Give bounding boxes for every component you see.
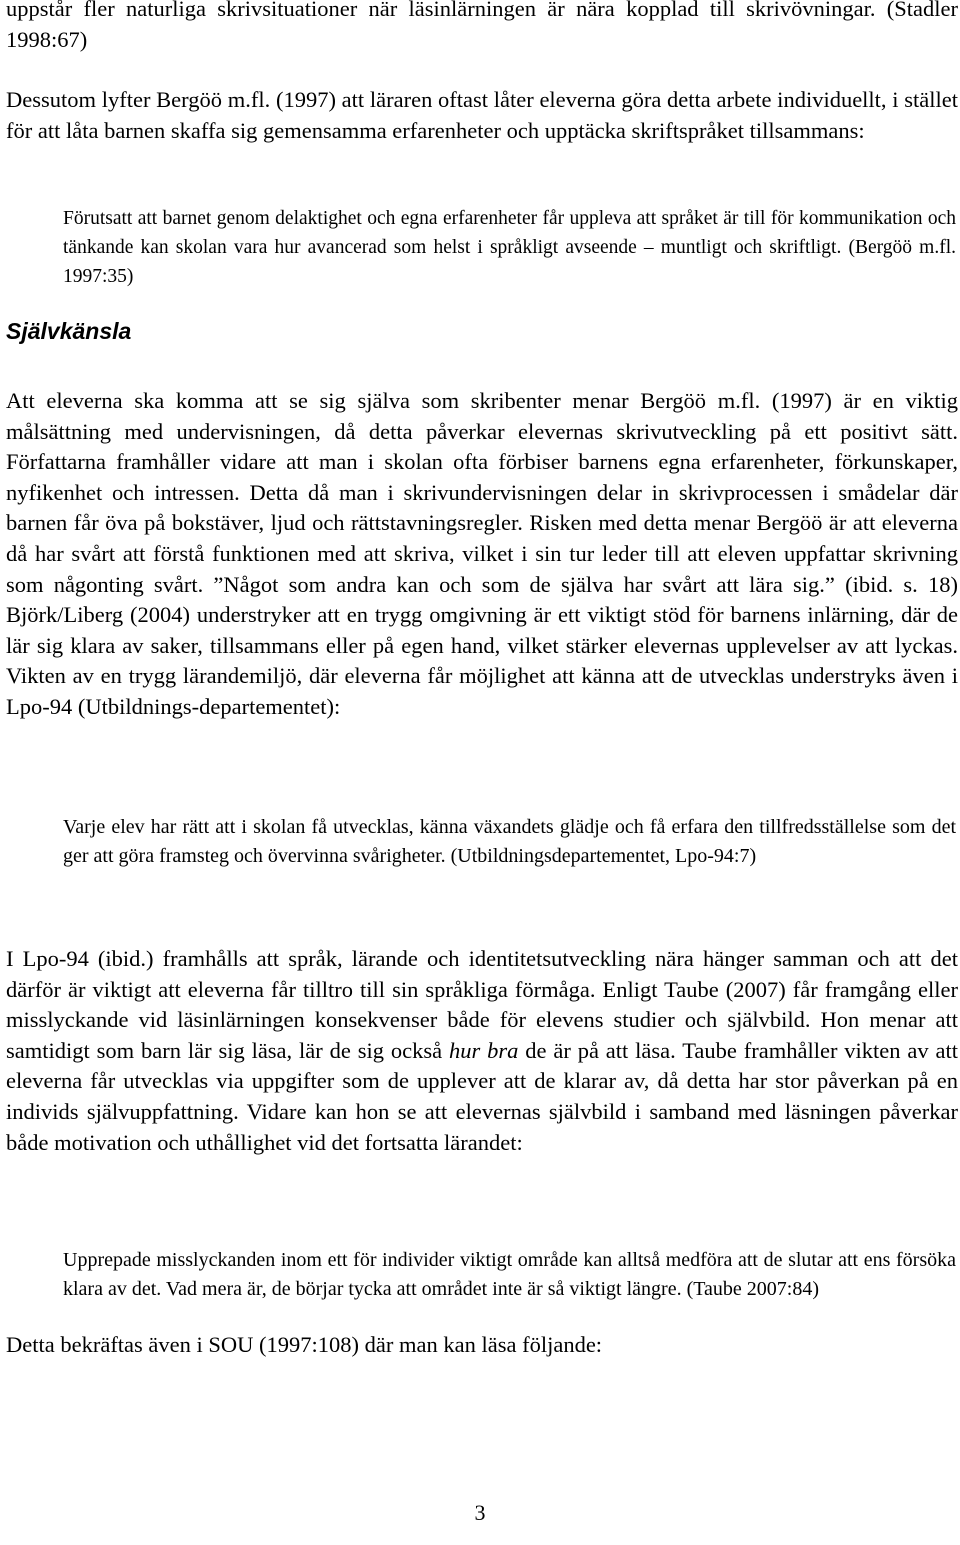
emphasis-hur-bra: hur bra [448, 1037, 519, 1063]
section-heading-sjalvkansla: Självkänsla [6, 318, 132, 344]
paragraph-taube [6, 944, 958, 1158]
paragraph-bergoo-argument: Dessutom lyfter Bergöö m.fl. (1997) att läraren oftast låter eleverna göra detta arbete individuellt, i stället för att låta barnen skaffa sig gemensamma erfarenheter och upptäcka skriftspråket tillsammans: [6, 87, 958, 143]
paragraph-sou: Detta bekräftas även i SOU (1997:108) där man kan läsa följande: [6, 1332, 603, 1357]
paragraph-taube-text-start: I Lpo-94 (ibid.) framhålls att språk, lärande och identitetsutveckling nära hänger samman och att det därför är viktigt att eleverna får tilltro till sin språkliga förmåga. Enligt Taube (2007) får framgång eller misslyckande vid läsinlärningen konsekvenser både för elevens studier och självbild. Hon menar att samtidigt som barn lär sig läsa, lär de sig också [6, 946, 958, 1063]
paragraph-intro-continuation: uppstår fler naturliga skrivsituationer när läsinlärningen är nära kopplad till skrivövningar. (Stadler 1998:67) [6, 0, 958, 52]
paragraph-taube-text-end: de är på att läsa. Taube framhåller vikten av att eleverna får utvecklas via uppgifter som de upplever att de klarar av, då detta har stor påverkan på en individs självuppfattning. Vidare kan hon se att elevernas självbild i samband med läsningen påverkar både motivation och uthållighet vid det fortsatta lärandet: [6, 1037, 959, 1155]
page-number: 3 [474, 1500, 486, 1525]
block-quote-lpo94: Varje elev har rätt att i skolan få utvecklas, känna växandets glädje och få erfara den tillfredsställelse som det ger att göra framsteg och övervinna svårigheter. (Utbildningsdepartementet, Lpo-94:7) [63, 816, 956, 867]
block-quote-bergoo: Förutsatt att barnet genom delaktighet och egna erfarenheter får uppleva att språket är till för kommunikation och tänkande kan skolan vara hur avancerad som helst i språkligt avseende – muntligt och skriftligt. (Bergöö m.fl. 1997:35) [63, 208, 956, 287]
block-quote-taube: Upprepade misslyckanden inom ett för individer viktigt område kan alltså medföra att de slutar att ens försöka klara av det. Vad mera är, de börjar tycka att området inte är så viktigt längre. (Taube 2007:84) [63, 1249, 956, 1300]
paragraph-self-esteem: Att eleverna ska komma att se sig själva som skribenter menar Bergöö m.fl. (1997) är en viktig målsättning med undervisningen, då detta påverkar elevernas skrivutveckling på ett positivt sätt. Författarna framhåller vidare att man i skolan ofta förbiser barnens egna erfarenheter, förkunskaper, nyfikenhet och intressen. Detta då man i skrivundervisningen delar in skrivprocessen i smådelar där barnen får öva på bokstäver, ljud och rättstavningsregler. Risken med detta menar Bergöö är att eleverna då har svårt att förstå funktionen med att skriva, vilket i sin tur leder till att eleven uppfattar skrivning som någonting svårt. ”Något som andra kan och som de själva har svårt att lära sig.” (ibid. s. 18) Björk/Liberg (2004) understryker att en trygg omgivning är ett viktigt stöd för barnens inlärning, där de lär sig klara av saker, tillsammans eller på egen hand, vilket stärker elevernas upplevelser av att lyckas. Vikten av en trygg lärandemiljö, där eleverna får möjlighet att känna att de utvecklas understryks även i Lpo-94 (Utbildnings-departementet): [6, 388, 958, 719]
